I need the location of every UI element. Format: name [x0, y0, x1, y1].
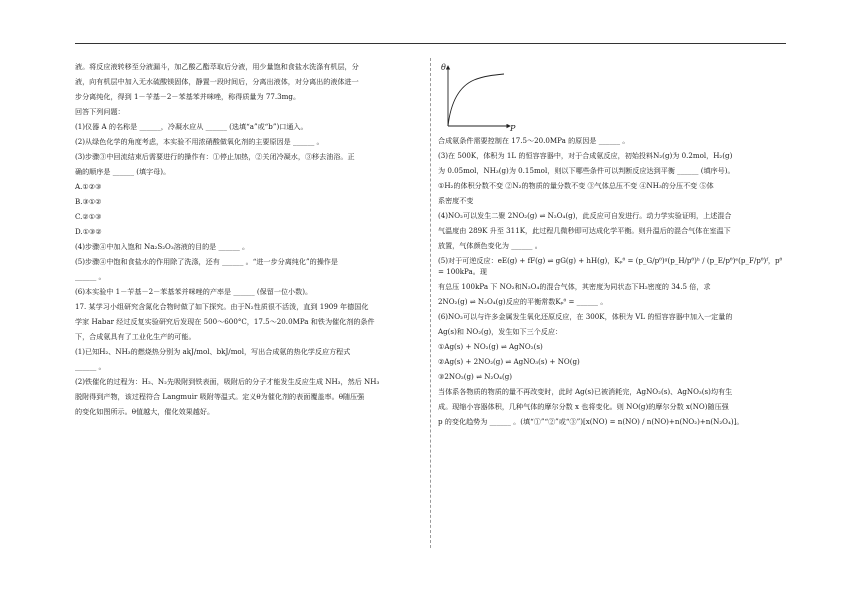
- question-17-6-body: 成。现缩小容器体积，几种气体的摩尔分数 x 也将变化。则 NO(g)的摩尔分数 x(NO)随压强: [438, 401, 729, 411]
- text-line: 步分离纯化，得到 1－苄基－2－苯基苯并咪唑，称得质量为 77.3mg。: [75, 91, 301, 101]
- question-17-1-cont: ______ 。: [75, 361, 106, 371]
- coverage-pressure-graph: [438, 60, 518, 132]
- question-2: (2)从绿色化学的角度考虑，本实验不用浓硝酸做氧化剂的主要原因是 ______ 。: [75, 136, 324, 146]
- section-heading: 回答下列问题：: [75, 106, 125, 116]
- question-17-2-cont: 的变化如图所示。θ值越大，催化效果越好。: [75, 406, 215, 416]
- question-17-3: (3)在 500K，体积为 1L 的恒容容器中，对于合成氨反应，初始投料N₂(g)为 0.2mol，H₂(g): [438, 150, 733, 160]
- question-6: (6)本实验中 1－苄基－2－苯基苯并咪唑的产率是 ______ (保留一位小数)。: [75, 286, 313, 296]
- option-a: A.①②③: [75, 181, 102, 191]
- question-17-6-body: p 的变化趋势为 ______ 。(填“①”“②”或“③”)[x(NO) = n(NO) / n(NO)+n(NO₂)+n(N₂O₄)]。: [438, 416, 744, 426]
- question-17-6-body: 当体系各物质的物质的量不再改变时，此时 Ag(s)已被消耗完，AgNO₂(s)、AgNO₃(s)均有生: [438, 386, 733, 396]
- option-d: D.①③②: [75, 226, 102, 236]
- question-17-4: (4)NO₂可以发生二聚 2NO₂(g) ⇌ N₂O₄(g)，此反应可自发进行。动力学实验证明，上述混合: [438, 210, 732, 220]
- reaction-3: ③2NO₂(g) ⇌ N₂O₄(g): [438, 371, 513, 381]
- question-17-6-cont: Ag(s)和 NO₂(g)，发生如下三个反应：: [438, 326, 563, 336]
- x-axis-label: P: [510, 124, 516, 132]
- text-line: 液。将反应液转移至分液漏斗，加乙酸乙酯萃取后分液，用少量饱和食盐水洗涤有机层，分: [75, 62, 359, 71]
- question-17-1: (1)已知H₂、NH₃的燃烧热分别为 akJ/mol、bkJ/mol，写出合成氨的热化学反应方程式: [75, 346, 351, 356]
- question-17-3-cont: 为 0.05mol，NH₃(g)为 0.15mol，则以下哪些条件可以判断反应达到平衡 ______ (填序号)。: [438, 165, 735, 175]
- header-rule: [75, 43, 786, 44]
- y-axis-label: θ: [441, 63, 446, 72]
- problem-17-intro-2: 学家 Habar 经过反复实验研究后发现在 500～600°C，17.5～20.0MPa 和铁为催化剂的条件: [75, 316, 375, 326]
- right-column: [438, 136, 786, 428]
- reaction-1: ①Ag(s) + NO₂(g) ⇌ AgNO₂(s): [438, 341, 543, 351]
- question-1: (1)仪器 A 的名称是 ______，冷凝水应从 ______ (选填“a”或“b”)口通入。: [75, 121, 308, 131]
- question-17-2: (2)铁催化的过程为：H₂、N₂先吸附到铁表面，吸附后的分子才能发生反应生成 NH₃，然后 NH₃: [75, 376, 380, 386]
- question-17-5-cont: 有总压 100kPa 下 NO₂和N₂O₄的混合气体，其密度为同状态下H₂密度的 34.5 倍，求: [438, 281, 711, 291]
- question-17-5-cont: 2NO₂(g) ⇌ N₂O₄(g)反应的平衡常数Kₚᶿ = ______ 。: [438, 296, 608, 306]
- question-17-5: (5)对于可逆反应：eE(g) + fF(g) ⇌ gG(g) + hH(g)，Kₚᶿ = (p_G/pᶿ)ᵍ(p_H/pᶿ)ʰ / (p_E/pᶿ)ᵉ(p_F/pᶿ)ᶠ，pᶿ = 100kPa。现: [438, 255, 783, 276]
- question-5-cont: ______ 。: [75, 271, 106, 281]
- question-17-4-cont: 气温度由 289K 升至 311K，此过程几微秒即可达成化学平衡。则升温后的混合气体在室温下: [438, 225, 731, 235]
- column-divider: [430, 58, 431, 548]
- option-c: C.②①③: [75, 211, 102, 221]
- left-column: [75, 62, 421, 418]
- question-4: (4)步骤④中加入饱和 Na₂S₂O₃溶液的目的是 ______ 。: [75, 241, 250, 251]
- question-17-4-cont: 放置，气体颜色变化为 ______ 。: [438, 240, 542, 250]
- question-3: (3)步骤③中回流结束后需要进行的操作有：①停止加热，②关闭冷凝水，③移去油浴。正: [75, 151, 355, 161]
- question-17-3-options-cont: 系密度不变: [438, 195, 474, 205]
- text-line: 合成氨条件需要控制在 17.5～20.0MPa 的原因是 ______ 。: [438, 136, 630, 145]
- question-3-cont: 确的顺序是 ______ (填字母)。: [75, 166, 171, 176]
- question-17-6: (6)NO₂可以与许多金属发生氧化还原反应，在 300K，体积为 VL 的恒容容器中加入一定量的: [438, 311, 733, 321]
- question-17-2-cont: 脱附得到产物，该过程符合 Langmuir 吸附等温式。定义θ为催化剂的表面覆盖率。θ随压强: [75, 391, 365, 401]
- question-5: (5)步骤④中饱和食盐水的作用除了洗涤，还有 ______ 。“进一步分离纯化”的操作是: [75, 256, 338, 266]
- problem-17-intro-3: 下，合成氨具有了工业化生产的可能。: [75, 331, 196, 341]
- option-b: B.③①②: [75, 196, 102, 206]
- text-line: 液，向有机层中加入无水硫酸镁固体，静置一段时间后，分离出液体，对分离出的液体进一: [75, 76, 359, 86]
- reaction-2: ②Ag(s) + 2NO₂(g) ⇌ AgNO₃(s) + NO(g): [438, 356, 580, 366]
- question-17-3-options: ①H₂的体积分数不变 ②N₂的物质的量分数不变 ③气体总压不变 ④NH₃的分压不变 ⑤体: [438, 180, 714, 190]
- coverage-curve: [448, 74, 504, 126]
- problem-17-intro: 17. 某学习小组研究含氮化合物时做了如下探究。由于N₂性质很不活泼，直到 1909 年德国化: [75, 301, 369, 311]
